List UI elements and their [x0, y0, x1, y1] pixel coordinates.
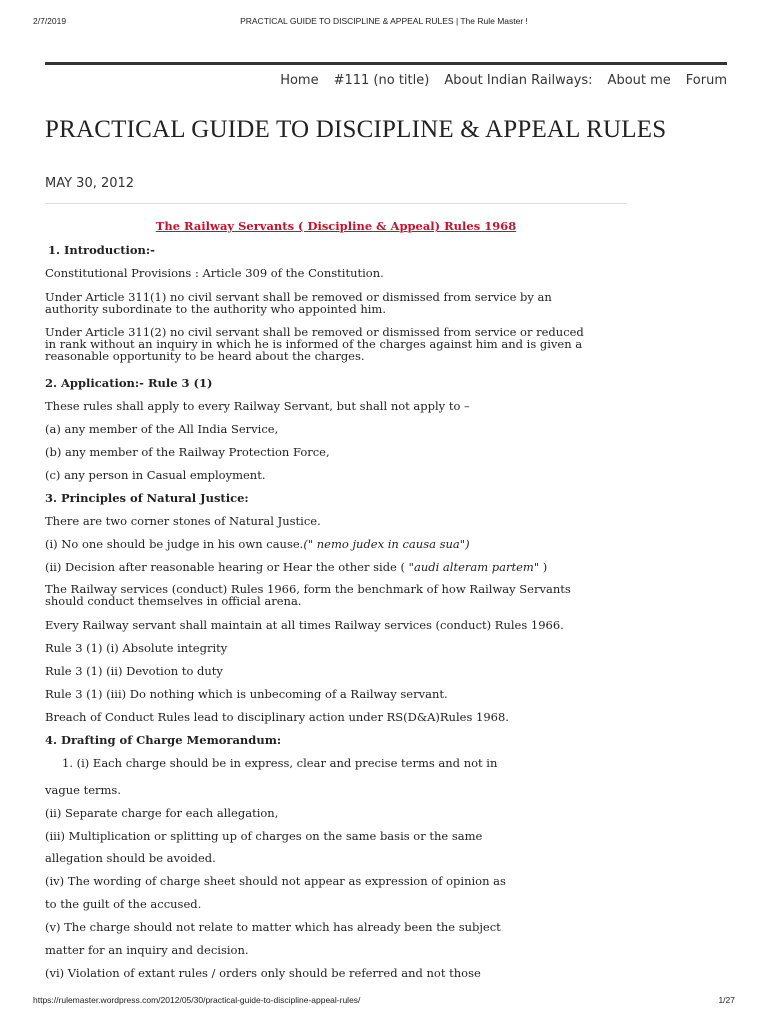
paragraph: Constitutional Provisions : Article 309 of the Constitution. — [45, 266, 384, 280]
paragraph: There are two corner stones of Natural Justice. — [45, 514, 321, 528]
page-number: 1/27 — [718, 995, 735, 1005]
text-run: (i) No one should be judge in his own cause. — [45, 537, 304, 551]
latin-phrase: "audi alteram partem" — [408, 560, 540, 574]
list-item: (c) any person in Casual employment. — [45, 468, 266, 482]
print-title: PRACTICAL GUIDE TO DISCIPLINE & APPEAL RULES | The Rule Master ! — [240, 16, 528, 26]
text-run: (ii) Decision after reasonable hearing or Hear the other side ( — [45, 560, 409, 574]
section-heading-charge-memorandum: 4. Drafting of Charge Memorandum: — [45, 733, 282, 747]
text-run: ) — [539, 560, 548, 574]
list-item: 1. (i) Each charge should be in express, clear and precise terms and not in — [62, 756, 498, 770]
list-item: (iv) The wording of charge sheet should not appear as expression of opinion as — [45, 874, 506, 888]
date-divider — [45, 203, 627, 204]
list-item: (iii) Multiplication or splitting up of charges on the same basis or the same — [45, 829, 483, 843]
print-date: 2/7/2019 — [33, 16, 67, 26]
list-item: Rule 3 (1) (i) Absolute integrity — [45, 641, 228, 655]
post-title: PRACTICAL GUIDE TO DISCIPLINE & APPEAL RULES — [45, 116, 667, 143]
list-item — [45, 538, 645, 550]
paragraph: The Railway services (conduct) Rules 1966, form the benchmark of how Railway Servants should conduct themselves in official arena. — [45, 582, 571, 608]
nav-about-me[interactable]: About me — [607, 73, 671, 88]
paragraph: Under Article 311(2) no civil servant shall be removed or dismissed from service or reduced in rank without an inquiry in which he is informed of the charges against him and is given a reasonable opportunity to be heard about the charges. — [45, 325, 584, 363]
list-item: Rule 3 (1) (iii) Do nothing which is unbecoming of a Railway servant. — [45, 687, 448, 701]
paragraph: vague terms. — [45, 783, 121, 797]
rules-subtitle-container — [45, 220, 627, 232]
paragraph: Under Article 311(1) no civil servant shall be removed or dismissed from service by an authority subordinate to the authority who appointed him. — [45, 290, 552, 316]
paragraph: Every Railway servant shall maintain at all times Railway services (conduct) Rules 1966. — [45, 618, 564, 632]
paragraph: allegation should be avoided. — [45, 851, 216, 865]
section-heading-application: 2. Application:- Rule 3 (1) — [45, 376, 213, 390]
list-item — [45, 561, 645, 573]
paragraph: These rules shall apply to every Railway Servant, but shall not apply to – — [45, 399, 470, 413]
nav-about-indian-railways[interactable]: About Indian Railways: — [444, 73, 593, 88]
latin-phrase: (" nemo judex in causa sua") — [303, 537, 470, 551]
paragraph: to the guilt of the accused. — [45, 897, 202, 911]
paragraph: matter for an inquiry and decision. — [45, 943, 249, 957]
section-heading-natural-justice: 3. Principles of Natural Justice: — [45, 491, 249, 505]
list-item: (a) any member of the All India Service, — [45, 422, 279, 436]
nav-no-title[interactable]: #111 (no title) — [333, 73, 430, 88]
list-item: (b) any member of the Railway Protection Force, — [45, 445, 330, 459]
section-heading-introduction: 1. Introduction:- — [48, 243, 155, 257]
site-nav — [265, 73, 727, 88]
rules-subtitle-link[interactable]: The Railway Servants ( Discipline & Appeal) Rules 1968 — [155, 219, 517, 233]
nav-forum[interactable]: Forum — [685, 73, 727, 88]
post-date[interactable]: MAY 30, 2012 — [45, 176, 135, 191]
list-item: (v) The charge should not relate to matter which has already been the subject — [45, 920, 501, 934]
list-item: Rule 3 (1) (ii) Devotion to duty — [45, 664, 223, 678]
list-item: (ii) Separate charge for each allegation, — [45, 806, 279, 820]
header-rule — [45, 62, 727, 65]
list-item: (vi) Violation of extant rules / orders only should be referred and not those — [45, 966, 481, 980]
page-url: https://rulemaster.wordpress.com/2012/05/30/practical-guide-to-discipline-appeal-rules/ — [33, 995, 361, 1005]
paragraph: Breach of Conduct Rules lead to disciplinary action under RS(D&A)Rules 1968. — [45, 710, 509, 724]
nav-home[interactable]: Home — [280, 73, 319, 88]
